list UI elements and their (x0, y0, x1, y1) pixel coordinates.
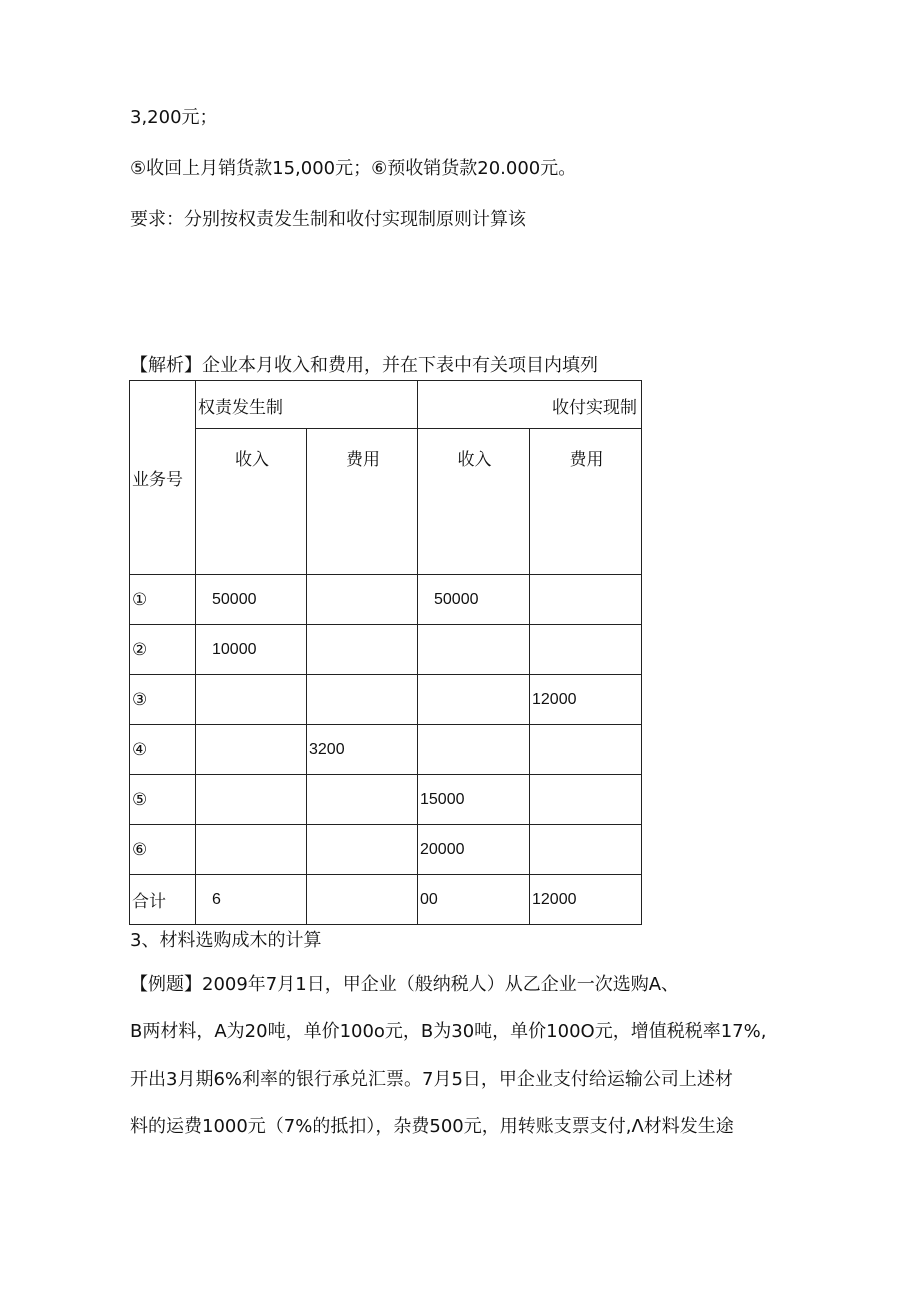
cash-expense-cell (530, 775, 642, 825)
cash-expense-header: 费用 (530, 429, 642, 575)
revenue-expense-table (129, 380, 641, 924)
cash-income-cell (418, 675, 530, 725)
cash-expense-cell: 12000 (530, 675, 642, 725)
table-row-total (130, 875, 642, 925)
cash-income-cell (418, 725, 530, 775)
table-row (130, 575, 642, 625)
text-line-3: 要求：分别按权责发生制和收付实现制原则计算该 (130, 209, 526, 230)
accrual-income-cell (196, 675, 307, 725)
accrual-income-cell: 6 (196, 875, 307, 925)
accrual-expense-cell (307, 775, 418, 825)
row-id: ④ (130, 725, 196, 775)
cash-income-cell: 15000 (418, 775, 530, 825)
accrual-expense-cell (307, 575, 418, 625)
accrual-expense-cell (307, 675, 418, 725)
example-line-3: 开出3月期6%利率的银行承兑汇票。7月5日，甲企业支付给运输公司上述材 (130, 1069, 733, 1090)
accrual-expense-cell (307, 825, 418, 875)
table-row (130, 775, 642, 825)
accrual-expense-header: 费用 (307, 429, 418, 575)
cash-income-header: 收入 (418, 429, 530, 575)
cash-income-cell: 00 (418, 875, 530, 925)
row-id: 合计 (130, 875, 196, 925)
table-row (130, 725, 642, 775)
row-id: ③ (130, 675, 196, 725)
example-line-1: 【例题】2009年7月1日，甲企业（般纳税人）从乙企业一次选购A、 (130, 974, 680, 995)
accrual-expense-cell: 3200 (307, 725, 418, 775)
section-heading: 3、材料选购成木的计算 (130, 930, 322, 951)
text-line-1: 3,200元； (130, 107, 218, 128)
cash-expense-cell (530, 825, 642, 875)
cash-basis-header: 收付实现制 (418, 381, 642, 429)
accrual-income-cell (196, 775, 307, 825)
cash-income-cell (418, 625, 530, 675)
table-row (130, 625, 642, 675)
row-id: ② (130, 625, 196, 675)
accrual-income-cell: 50000 (196, 575, 307, 625)
analysis-heading: 【解析】企业本月收入和费用，并在下表中有关项目内填列 (130, 355, 598, 376)
cash-expense-cell (530, 575, 642, 625)
example-line-2: B两材料，A为20吨，单价100o元，B为30吨，单价100O元，增值税税率17%, (130, 1021, 767, 1042)
accrual-income-cell (196, 725, 307, 775)
text-line-2: ⑤收回上月销货款15,000元；⑥预收销货款20.000元。 (130, 158, 577, 179)
accrual-expense-cell (307, 875, 418, 925)
business-number-header: 业务号 (130, 381, 196, 575)
row-id: ⑥ (130, 825, 196, 875)
cash-expense-cell (530, 725, 642, 775)
cash-income-cell: 20000 (418, 825, 530, 875)
cash-income-cell: 50000 (418, 575, 530, 625)
example-line-4: 料的运费1000元（7%的抵扣），杂费500元，用转账支票支付,Λ材料发生途 (130, 1116, 734, 1137)
row-id: ⑤ (130, 775, 196, 825)
revenue-expense-grid (129, 380, 642, 925)
table-row (130, 825, 642, 875)
cash-expense-cell: 12000 (530, 875, 642, 925)
accrual-expense-cell (307, 625, 418, 675)
accrual-income-cell (196, 825, 307, 875)
table-row (130, 675, 642, 725)
row-id: ① (130, 575, 196, 625)
cash-expense-cell (530, 625, 642, 675)
accrual-income-header: 收入 (196, 429, 307, 575)
accrual-income-cell: 10000 (196, 625, 307, 675)
accrual-basis-header: 权责发生制 (196, 381, 418, 429)
